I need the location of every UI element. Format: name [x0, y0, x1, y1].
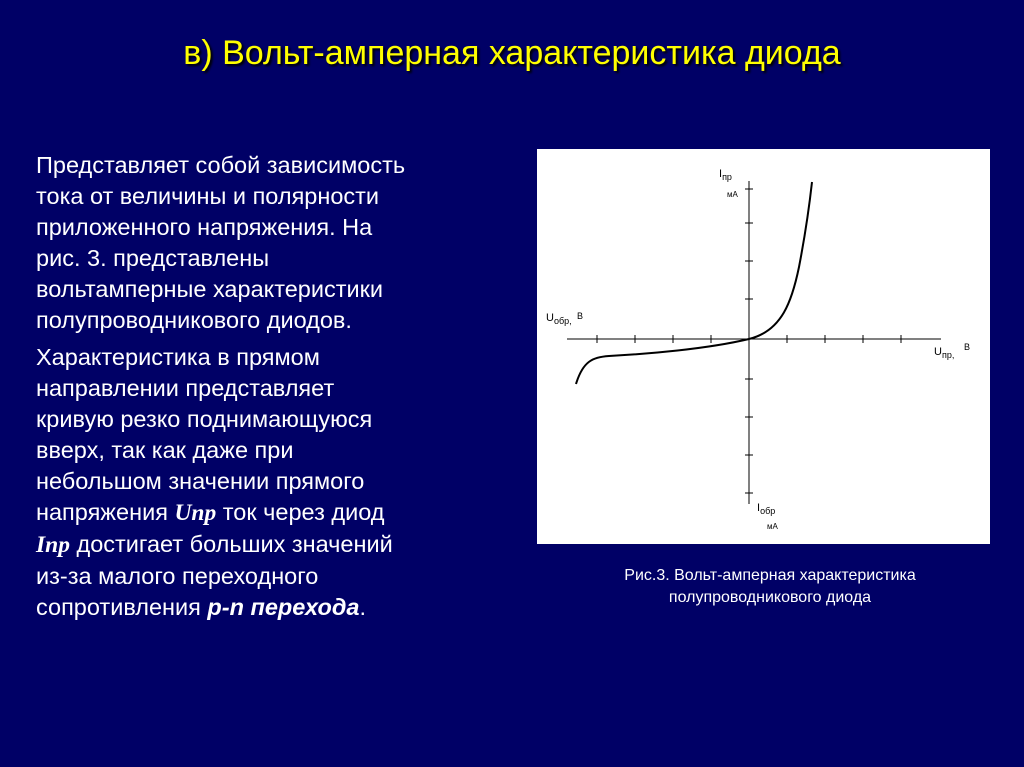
label-symbol: U — [934, 346, 942, 358]
svg-text:Iобр — [757, 502, 775, 516]
iv-characteristic-figure — [537, 149, 990, 544]
figure-caption — [560, 565, 980, 609]
current-symbol: Iпр — [36, 532, 70, 558]
text-line: Представляет собой зависимость — [36, 152, 406, 178]
label-unit: мА — [727, 190, 738, 199]
caption-line: полупроводникового диода — [668, 589, 872, 606]
y-negative-label — [757, 502, 779, 531]
text-line: вольтамперные характеристики — [36, 276, 384, 302]
text-line: полупроводникового диодов. — [36, 307, 352, 333]
text-line: кривую резко поднимающуюся — [36, 406, 373, 432]
text-fragment: ток через диод — [216, 499, 385, 525]
text-fragment: напряжения — [36, 499, 175, 525]
text-fragment: . — [359, 594, 366, 620]
text-fragment: сопротивления — [36, 594, 208, 620]
text-line: приложенного напряжения. На — [36, 214, 373, 240]
label-symbol: U — [546, 312, 554, 324]
label-symbol: I — [757, 502, 761, 514]
caption-line: Рис.3. Вольт-амперная характеристика — [624, 567, 916, 584]
label-subscript: обр — [760, 506, 776, 516]
paragraph-1 — [36, 150, 526, 336]
label-subscript: пр — [722, 172, 732, 182]
svg-text:Uобр, — [546, 312, 572, 326]
text-fragment: достигает больших значений — [69, 531, 393, 557]
diode-iv-curve — [576, 182, 812, 384]
label-subscript: обр, — [553, 316, 572, 326]
text-line: рис. 3. представлены — [36, 245, 270, 271]
text-line — [36, 529, 526, 561]
label-unit: В — [577, 311, 584, 321]
text-line: из-за малого переходного — [36, 563, 319, 589]
text-line: Характеристика в прямом — [36, 344, 320, 370]
paragraph-2 — [36, 342, 526, 623]
text-line: небольшом значении прямого — [36, 468, 365, 494]
slide-title: в) Вольт-амперная характеристика диода — [183, 34, 841, 72]
body-text — [36, 150, 526, 629]
x-negative-label — [546, 311, 583, 326]
label-symbol: I — [719, 168, 723, 180]
label-subscript: пр, — [941, 350, 955, 360]
voltage-symbol: Uпр — [174, 500, 217, 526]
text-line — [36, 592, 526, 623]
svg-text:Iпр — [719, 168, 732, 182]
y-positive-label — [719, 168, 739, 199]
x-positive-label — [934, 342, 970, 360]
text-line — [36, 497, 526, 529]
text-line: тока от величины и полярности — [36, 183, 380, 209]
svg-text:Uпр, — [934, 346, 954, 360]
pn-junction-term: p-n перехода — [207, 594, 360, 620]
label-unit: В — [964, 342, 971, 352]
text-line: вверх, так как даже при — [36, 437, 294, 463]
text-line: направлении представляет — [36, 375, 335, 401]
label-unit: мА — [767, 522, 778, 531]
iv-diagram-svg — [537, 149, 990, 544]
